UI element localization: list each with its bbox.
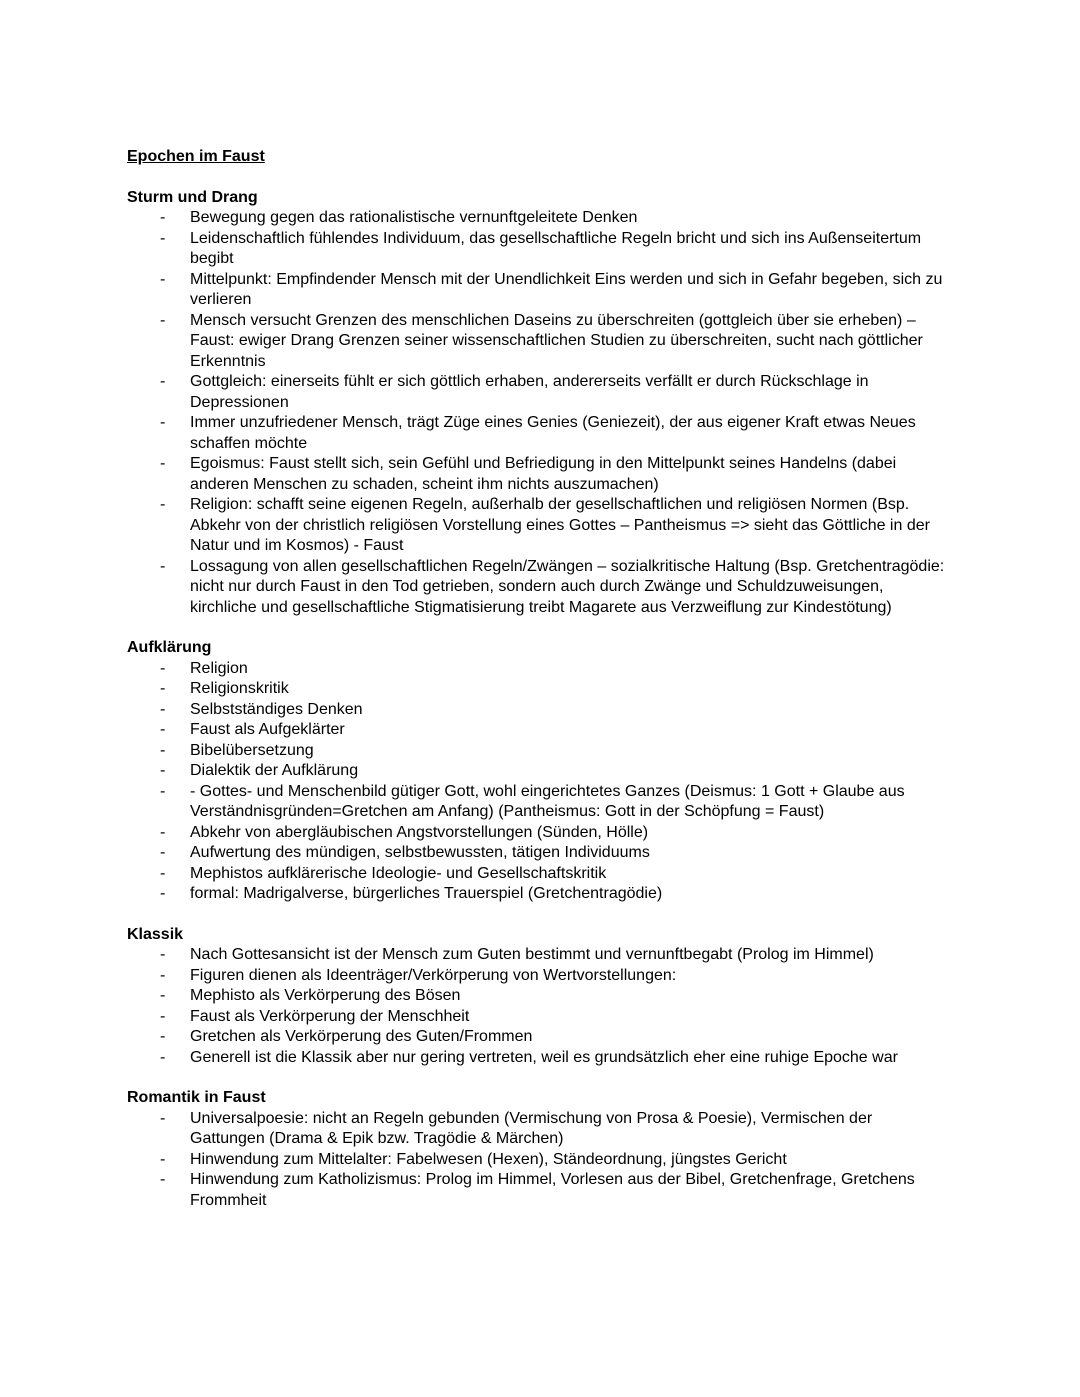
list-item [160, 1150, 948, 1171]
list-item [160, 1027, 948, 1048]
list-item [160, 454, 948, 495]
list-item-text: Faust als Verkörperung der Menschheit [190, 1007, 470, 1025]
dash-bullet: - [160, 782, 166, 800]
dash-bullet: - [160, 680, 166, 697]
list-item-text: Selbstständiges Denken [190, 700, 363, 718]
dash-bullet: - [160, 209, 166, 226]
list-item-text: Mensch versucht Grenzen des menschlichen Daseins zu überschreiten (gottgleich über sie erheben) – Faust: ewiger Drang Grenzen seiner wissenschaftlichen Studien zu überschreiten, sucht nach göttlicher Erkenntnis [190, 311, 923, 370]
list-item [160, 413, 948, 454]
list-item [160, 208, 948, 229]
dash-bullet: - [160, 373, 166, 390]
section-heading: Romantik in Faust [127, 1089, 266, 1106]
bullet-list [127, 1109, 948, 1212]
section-romantik-in-faust [127, 1088, 948, 1211]
list-item [160, 884, 948, 905]
dash-bullet: - [160, 496, 166, 513]
list-item [160, 1048, 948, 1069]
bullet-list [127, 208, 948, 618]
list-item [160, 782, 948, 823]
list-item [160, 741, 948, 762]
dash-bullet: - [160, 1171, 166, 1188]
bullet-list [127, 945, 948, 1068]
list-item [160, 659, 948, 680]
list-item [160, 1170, 948, 1211]
list-item [160, 700, 948, 721]
dash-bullet: - [160, 1007, 166, 1025]
list-item-text: Leidenschaftlich fühlendes Individuum, das gesellschaftliche Regeln bricht und sich ins Außenseitertum begibt [190, 229, 922, 267]
list-item-text: Bibelübersetzung [190, 741, 314, 759]
list-item-text: Nach Gottesansicht ist der Mensch zum Guten bestimmt und vernunftbegabt (Prolog im Himmel) [190, 946, 874, 963]
list-item [160, 372, 948, 413]
list-item-text: - Gottes- und Menschenbild gütiger Gott, wohl eingerichtetes Ganzes (Deismus: 1 Gott + Glaube aus Verständnisgründen=Gretchen am Anfang) (Pantheismus: Gott in der Schöpfung = Faust) [190, 782, 905, 820]
list-item-text: Religion: schafft seine eigenen Regeln, außerhalb der gesellschaftlichen und religiösen Normen (Bsp. Abkehr von der christlich religiösen Vorstellung eines Gottes – Pantheismus => sieht das Göttliche in der Natur und im Kosmos) - Faust [190, 496, 930, 554]
list-item-text: Aufwertung des mündigen, selbstbewussten, tätigen Individuums [190, 844, 650, 861]
dash-bullet: - [160, 270, 166, 288]
list-item [160, 966, 948, 987]
dash-bullet: - [160, 311, 166, 329]
dash-bullet: - [160, 1109, 166, 1127]
page-title: Epochen im Faust [127, 148, 265, 165]
list-item-text: Faust als Aufgeklärter [190, 721, 345, 738]
section-heading: Sturm und Drang [127, 188, 258, 206]
section-heading: Klassik [127, 925, 184, 943]
list-item-text: Bewegung gegen das rationalistische vernunftgeleitete Denken [190, 209, 638, 226]
list-item [160, 495, 948, 557]
dash-bullet: - [160, 1150, 166, 1168]
dash-bullet: - [160, 885, 166, 902]
list-item [160, 229, 948, 270]
list-item-text: Hinwendung zum Mittelalter: Fabelwesen (Hexen), Ständeordnung, jüngstes Gericht [190, 1150, 787, 1168]
list-item [160, 1109, 948, 1150]
list-item-text: Immer unzufriedener Mensch, trägt Züge eines Genies (Geniezeit), der aus eigener Kraft etwas Neues schaffen möchte [190, 414, 916, 452]
dash-bullet: - [160, 1048, 166, 1066]
list-item-text: Gottgleich: einerseits fühlt er sich göttlich erhaben, andererseits verfällt er durch Rückschlage in Depressionen [190, 373, 869, 411]
list-item [160, 720, 948, 741]
dash-bullet: - [160, 455, 166, 472]
list-item-text: Egoismus: Faust stellt sich, sein Gefühl und Befriedigung in den Mittelpunkt seines Handelns (dabei anderen Menschen zu schaden, scheint ihm nichts auszumachen) [190, 455, 897, 493]
section-klassik [127, 925, 948, 1069]
list-item [160, 679, 948, 700]
list-item-text: Lossagung von allen gesellschaftlichen Regeln/Zwängen – sozialkritische Haltung (Bsp. Gretchentragödie: nicht nur durch Faust in den Tod getrieben, sondern auch durch Zwänge und Schuldzuweisungen, kirchliche und gesellschaftliche Stigmatisierung treibt Magarete aus Verzweiflung zur Kindestötung) [190, 557, 945, 616]
list-item-text: Abkehr von abergläubischen Angstvorstellungen (Sünden, Hölle) [190, 823, 649, 841]
list-item-text: Dialektik der Aufklärung [190, 762, 359, 779]
dash-bullet: - [160, 659, 166, 677]
list-item-text: Mittelpunkt: Empfindender Mensch mit der Unendlichkeit Eins werden und sich in Gefahr begeben, sich zu verlieren [190, 270, 943, 308]
list-item [160, 823, 948, 844]
dash-bullet: - [160, 946, 166, 963]
dash-bullet: - [160, 700, 166, 718]
dash-bullet: - [160, 1028, 166, 1045]
section-sturm-und-drang [127, 188, 948, 619]
list-item-text: Generell ist die Klassik aber nur gering vertreten, weil es grundsätzlich eher eine ruhige Epoche war [190, 1048, 898, 1066]
section-aufklaerung [127, 638, 948, 905]
list-item [160, 761, 948, 782]
dash-bullet: - [160, 721, 166, 738]
section-heading: Aufklärung [127, 639, 212, 656]
dash-bullet: - [160, 414, 166, 431]
list-item [160, 864, 948, 885]
dash-bullet: - [160, 557, 166, 575]
list-item-text: Mephisto als Verkörperung des Bösen [190, 987, 461, 1004]
list-item-text: Religionskritik [190, 680, 289, 697]
dash-bullet: - [160, 864, 166, 882]
list-item [160, 557, 948, 619]
list-item [160, 843, 948, 864]
list-item-text: Figuren dienen als Ideenträger/Verkörperung von Wertvorstellungen: [190, 966, 677, 984]
dash-bullet: - [160, 987, 166, 1004]
bullet-list [127, 659, 948, 905]
list-item [160, 945, 948, 966]
dash-bullet: - [160, 966, 166, 984]
list-item [160, 1007, 948, 1028]
dash-bullet: - [160, 762, 166, 779]
list-item-text: Mephistos aufklärerische Ideologie- und Gesellschaftskritik [190, 864, 607, 882]
list-item-text: Universalpoesie: nicht an Regeln gebunden (Vermischung von Prosa & Poesie), Vermischen der Gattungen (Drama & Epik bzw. Tragödie & Märchen) [190, 1109, 873, 1147]
dash-bullet: - [160, 823, 166, 841]
dash-bullet: - [160, 229, 166, 247]
list-item-text: Religion [190, 659, 248, 677]
list-item [160, 986, 948, 1007]
dash-bullet: - [160, 741, 166, 759]
dash-bullet: - [160, 844, 166, 861]
list-item-text: Hinwendung zum Katholizismus: Prolog im Himmel, Vorlesen aus der Bibel, Gretchenfrage, Gretchens Frommheit [190, 1171, 915, 1209]
list-item [160, 311, 948, 373]
list-item [160, 270, 948, 311]
list-item-text: Gretchen als Verkörperung des Guten/Frommen [190, 1028, 533, 1045]
list-item-text: formal: Madrigalverse, bürgerliches Trauerspiel (Gretchentragödie) [190, 885, 663, 902]
